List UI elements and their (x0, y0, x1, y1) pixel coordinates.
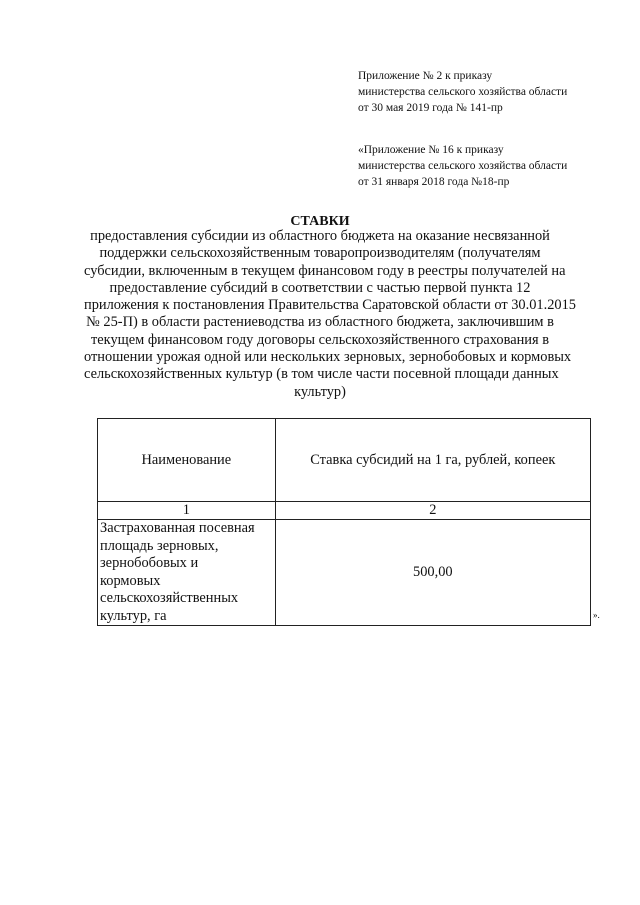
table-header-row (98, 419, 591, 502)
row-name-line: сельскохозяйственных (100, 590, 239, 606)
header-name: Наименование (98, 419, 276, 502)
header-rate: Ставка субсидий на 1 га, рублей, копеек (275, 419, 590, 502)
row-name-cell (98, 520, 276, 626)
column-number: 2 (275, 502, 590, 520)
description-line: поддержки сельскохозяйственным товаропроизводителям (получателям (99, 245, 541, 262)
description-line: сельскохозяйственных культур (в том числе части посевной площади данных (84, 366, 559, 383)
description-line: культур) (294, 383, 346, 400)
closing-quote-mark: ». (593, 610, 600, 620)
annex-line: Приложение № 2 к приказу (358, 70, 493, 82)
annex-line: от 30 мая 2019 года № 141-пр (358, 102, 503, 114)
row-rate-cell: 500,00 (275, 520, 590, 626)
annex-line: от 31 января 2018 года №18-пр (358, 176, 510, 188)
description-line: отношении урожая одной или нескольких зерновых, зернобобовых и кормовых (84, 349, 572, 366)
row-name-line: зернобобовых и (100, 555, 199, 571)
document-title: СТАВКИ (290, 214, 350, 229)
row-name-line: Застрахованная посевная (100, 520, 255, 536)
column-number-row (98, 502, 591, 520)
description-line: предоставление субсидий в соответствии с частью первой пункта 12 (109, 279, 531, 296)
description-line: предоставления субсидии из областного бюджета на оказание несвязанной (90, 228, 550, 244)
annex-reference-original (358, 142, 567, 190)
description-line: приложения к постановления Правительства Саратовской области от 30.01.2015 (84, 297, 576, 314)
annex-reference-current (358, 68, 567, 116)
description-line: текущем финансовом году договоры сельскохозяйственного страхования в (90, 331, 550, 348)
document-description (84, 228, 576, 401)
annex-line: министерства сельского хозяйства области (358, 160, 568, 172)
annex-line: «Приложение № 16 к приказу (358, 144, 504, 156)
rates-table (97, 418, 591, 626)
column-number: 1 (98, 502, 276, 520)
row-name-line: площадь зерновых, (100, 537, 219, 554)
annex-line: министерства сельского хозяйства области (358, 86, 568, 98)
row-name-line: кормовых (100, 572, 161, 589)
row-name-line: культур, га (100, 607, 167, 624)
description-line: № 25-П) в области растениеводства из областного бюджета, заключившим в (86, 314, 554, 331)
description-line: субсидии, включенным в текущем финансовом году в реестры получателей на (84, 262, 566, 279)
table-row (98, 520, 591, 626)
